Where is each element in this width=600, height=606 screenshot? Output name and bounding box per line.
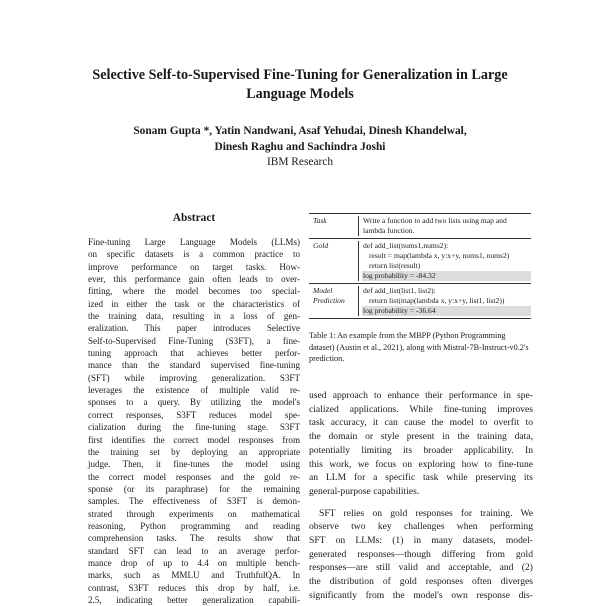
text-line: Fine-tuning Large Language Models (LLMs) xyxy=(88,237,300,247)
text-line: strated through experiments on mathematical xyxy=(88,508,300,519)
text-line: significantly from the model's own response dis- xyxy=(309,589,533,601)
author-line: Dinesh Raghu and Sachindra Joshi xyxy=(214,141,386,153)
code-line: return list(result) xyxy=(369,261,421,270)
text-line: samples. The effectiveness of S3FT is demon- xyxy=(88,496,300,507)
text-line: (SFT) while improving generalization. S3FT xyxy=(88,372,300,383)
task-text: lambda function. xyxy=(363,226,415,235)
row-label: Gold xyxy=(313,241,329,250)
text-line: ever, this performance gain often leads to over- xyxy=(88,274,300,285)
text-line: 2.5, indicating better generalization capabili- xyxy=(88,594,300,605)
text-line: standard SFT can lead to an average perfor- xyxy=(88,545,300,556)
table-row-prediction xyxy=(309,283,531,319)
text-line: the training data, resulting in a loss of gen- xyxy=(88,311,300,322)
text-line: mance than the standard supervised fine-tuning xyxy=(88,360,300,371)
log-probability: log probability = -84.32 xyxy=(362,271,531,281)
text-line: cialized applications. While fine-tuning improves xyxy=(309,403,533,415)
paragraph xyxy=(309,389,533,499)
code-line: return list(map(lambda x, y:x+y, list1, list2)) xyxy=(369,296,505,305)
intro-text xyxy=(309,389,533,603)
row-label: Task xyxy=(313,216,327,225)
text-line: the distribution of gold responses often diverges xyxy=(309,576,533,588)
text-line: mance drop of up to 4.4 on multiple bench- xyxy=(88,557,300,568)
text-line: sponse (or its paraphrase) for the remaining xyxy=(88,483,300,494)
abstract-heading: Abstract xyxy=(172,212,216,224)
text-line: cialization during the fine-tuning stage. S3FT xyxy=(88,422,300,433)
text-line: an LLM for a specific task while preserving its xyxy=(309,472,533,484)
author-list xyxy=(60,123,540,155)
text-line: on specific datasets is a common practice to xyxy=(88,249,300,260)
title-line: Language Models xyxy=(246,86,354,102)
text-line: SFT relies on gold responses for training. We xyxy=(319,507,533,519)
text-line: contrast, S3FT reduces this drop by half, i.e. xyxy=(88,582,300,593)
text-line: used approach to enhance their performance in spe- xyxy=(309,390,533,401)
text-line: marks, such as MMLU and TruthfulQA. In xyxy=(88,570,300,581)
text-line: task accuracy, it can cause the model to overfit to xyxy=(309,417,533,429)
text-line: the correct model responses and the gold re- xyxy=(88,471,300,482)
text-line: judge. Then, it fine-tunes the model using xyxy=(88,459,300,470)
text-line: SFT on LLMs: (1) in many datasets, model- xyxy=(309,535,533,547)
text-line: generated responses—though differing from gold xyxy=(309,548,533,560)
row-label: Model Prediction xyxy=(313,286,345,305)
example-table xyxy=(309,213,531,319)
table-row-gold xyxy=(309,238,531,283)
text-line: this work, we focus on exploring how to fine-tune xyxy=(309,458,533,470)
author-line: Sonam Gupta *, Yatin Nandwani, Asaf Yehudai, Dinesh Khandelwal, xyxy=(133,125,467,137)
text-line: potentially limiting its broader applicability. In xyxy=(309,444,533,456)
paper-title xyxy=(60,66,540,104)
text-line: the training set by deploying an appropriate xyxy=(88,446,300,457)
code-line: def add_list(nums1,nums2): xyxy=(363,241,449,250)
affiliation: IBM Research xyxy=(266,156,334,168)
text-line: leverages the existence of multiple valid re- xyxy=(88,385,300,396)
table-caption: Table 1: An example from the MBPP (Python Programming dataset) (Austin et al., 2021), along with Mistral-7B-Instruct-v0.2's prediction. xyxy=(309,331,529,364)
text-line: fitting, where the model becomes too special- xyxy=(88,286,300,297)
text-line: Self-to-Supervised Fine-Tuning (S3FT), a fine- xyxy=(88,335,300,346)
text-line: observe two key challenges when performing xyxy=(309,521,533,533)
text-line: correct responses, S3FT reduces model spe- xyxy=(88,409,300,420)
text-line: improve performance on target tasks. How- xyxy=(88,261,300,272)
text-line: the domain or style present in the training data, xyxy=(309,431,533,443)
text-line: reasoning, Python programming and reading xyxy=(88,520,300,531)
text-line: comprehension tasks. The results show that xyxy=(88,533,300,544)
text-line: tuning approach that achieves better perfor- xyxy=(88,348,300,359)
text-line: general-purpose capabilities. xyxy=(309,485,420,497)
code-line: def add_list(list1, list2): xyxy=(363,286,436,295)
log-probability: log probability = -36.64 xyxy=(362,306,531,316)
text-line: eralization. This paper introduces Selective xyxy=(88,323,300,334)
text-line: sponses to a query. By utilizing the model's xyxy=(88,397,300,408)
title-line: Selective Self-to-Supervised Fine-Tuning for Generalization in Large xyxy=(92,67,508,83)
text-line: ized in either the task or the characteristics of xyxy=(88,298,300,309)
code-line: result = map(lambda x, y:x+y, nums1, nums2) xyxy=(369,251,510,260)
paragraph xyxy=(309,507,533,603)
task-text: Write a function to add two lists using map and xyxy=(363,216,507,225)
text-line: responses—are still valid and acceptable, and (2) xyxy=(309,562,533,574)
text-line: first identifies the correct model responses from xyxy=(88,434,300,445)
table-row-task xyxy=(309,213,531,238)
abstract-body xyxy=(88,236,300,606)
